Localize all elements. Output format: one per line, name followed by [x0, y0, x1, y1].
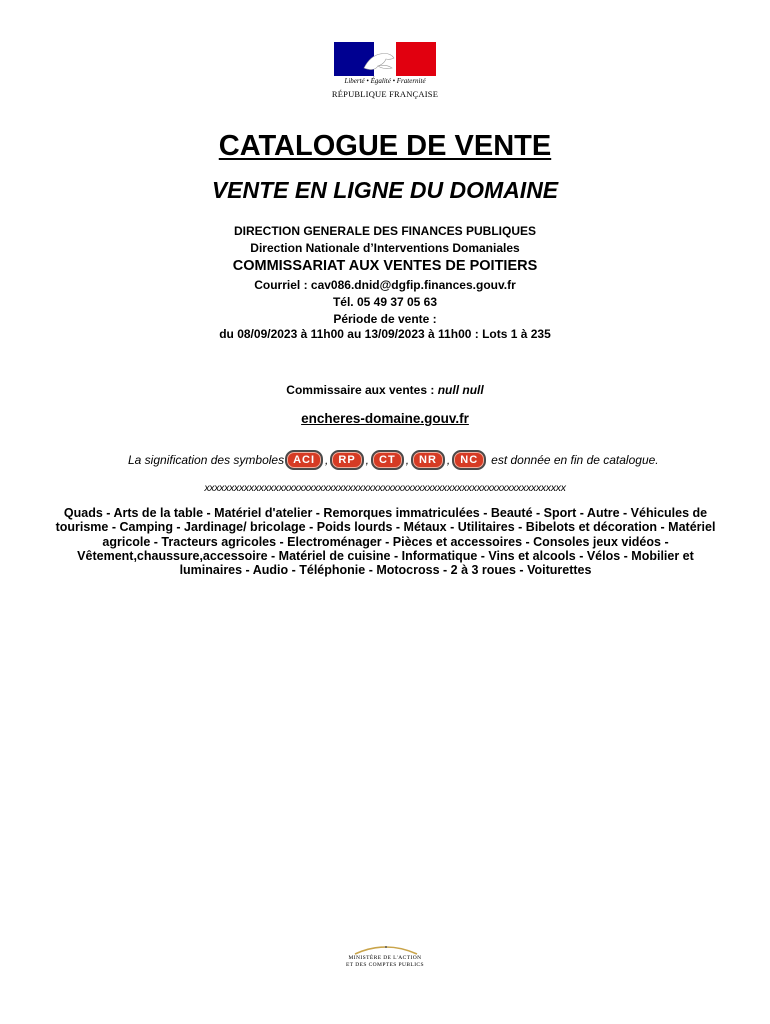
ministry-line-1: MINISTÈRE DE L'ACTION	[348, 955, 422, 961]
badge-aci: ACI	[285, 450, 323, 470]
symbols-suffix: est donnée en fin de catalogue.	[491, 453, 659, 467]
badge-ct: CT	[371, 450, 404, 470]
commissaire-label: Commissaire aux ventes :	[286, 383, 435, 397]
ministry-logo-icon	[353, 942, 419, 956]
ministry-name	[0, 955, 770, 968]
badge-rp: RP	[330, 450, 363, 470]
marianne-logo-icon	[334, 42, 436, 76]
categories-list: Quads - Arts de la table - Matériel d'atelier - Remorques immatriculées - Beauté - Sport - Autre - Véhicules de tourisme - Camping - Jardinage/ bricolage - Poids lourds - Métaux - Utilitaires - Bibelots et décoration - Matériel agricole - Tracteurs agricoles - Electroménager - Pièces et accessoires - Consoles jeux vidéos - Vêtement,chaussure,accessoire - Matériel de cuisine - Informatique - Vins et alcools - Vélos - Mobilier et luminaires - Audio - Téléphonie - Motocross - 2 à 3 roues - Voiturettes	[55, 506, 716, 578]
page-subtitle: VENTE EN LIGNE DU DOMAINE	[211, 177, 559, 203]
commissaire-name: null null	[437, 383, 484, 397]
contact-phone: Tél. 05 49 37 05 63	[332, 295, 438, 309]
badge-nc: NC	[452, 450, 486, 470]
sale-period-value: du 08/09/2023 à 11h00 au 13/09/2023 à 11h00 : Lots 1 à 235	[219, 327, 551, 341]
ministry-line-2: ET DES COMPTES PUBLICS	[346, 961, 424, 968]
direction-nationale: Direction Nationale d’Interventions Domaniales	[250, 241, 520, 255]
republic-name: RÉPUBLIQUE FRANÇAISE	[331, 89, 439, 99]
contact-email: Courriel : cav086.dnid@dgfip.finances.gouv.fr	[254, 278, 516, 292]
symbols-prefix: La signification des symboles	[128, 453, 285, 467]
direction-generale: DIRECTION GENERALE DES FINANCES PUBLIQUES	[233, 224, 537, 238]
separator-line: xxxxxxxxxxxxxxxxxxxxxxxxxxxxxxxxxxxxxxxxxxxxxxxxxxxxxxxxxxxxxxxxxxxxxxxxx	[204, 482, 566, 494]
website-link[interactable]: encheres-domaine.gouv.fr	[301, 411, 469, 426]
republic-motto: Liberté • Égalité • Fraternité	[344, 77, 426, 85]
commissaire-line	[0, 383, 770, 397]
commissariat-name: COMMISSARIAT AUX VENTES DE POITIERS	[232, 258, 538, 274]
badge-nr: NR	[411, 450, 445, 470]
page-title: CATALOGUE DE VENTE	[218, 130, 552, 162]
sale-period-label: Période de vente :	[333, 312, 437, 326]
symbols-legend: La signification des symboles ACI , RP , CT , NR , NC est donnée en fin de catalogue.	[128, 450, 659, 470]
